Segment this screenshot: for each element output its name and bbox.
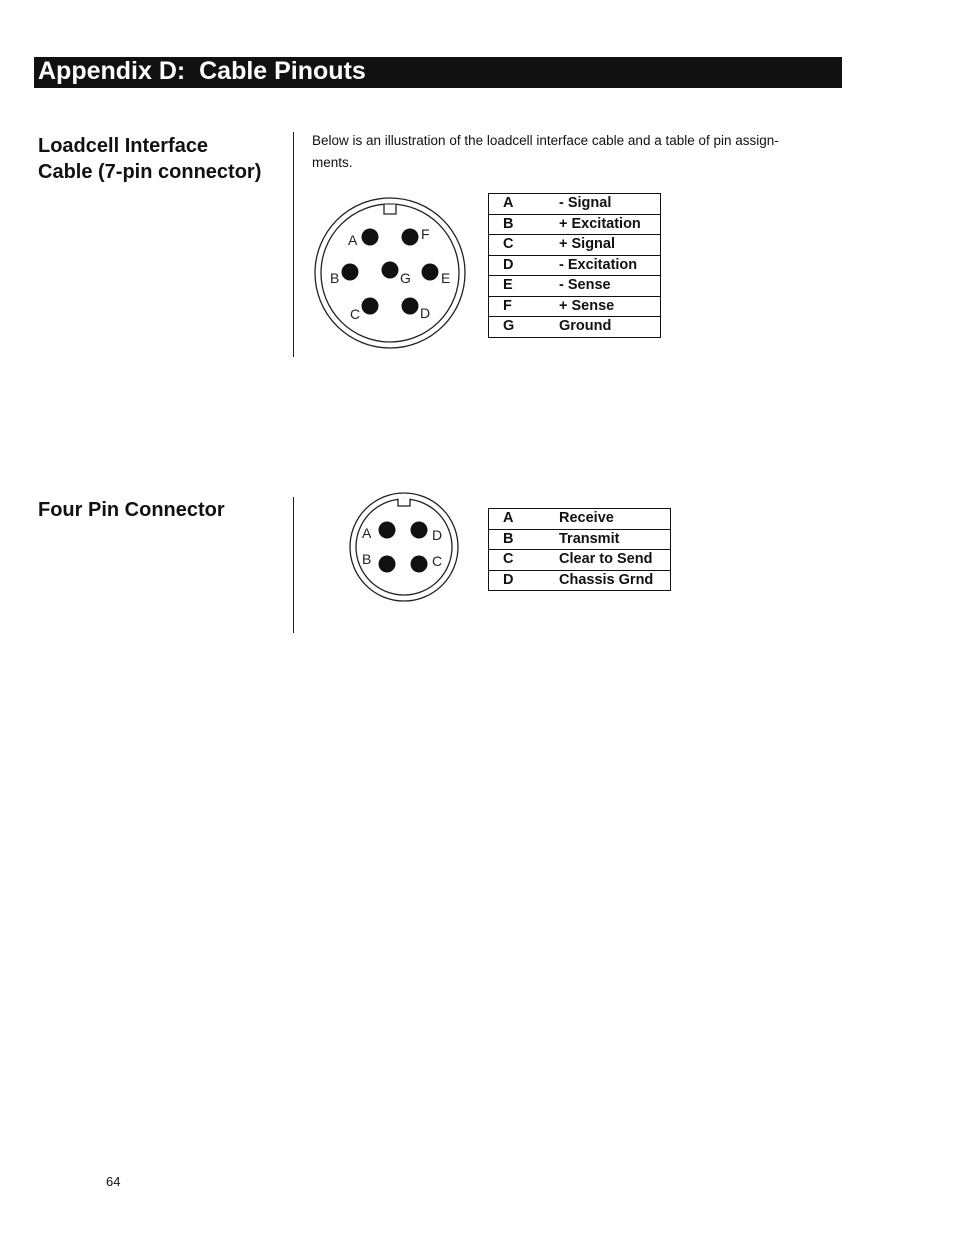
- pin-c-dot: [411, 556, 428, 573]
- pin-d-label: D: [432, 527, 443, 543]
- keyway-notch: [398, 499, 410, 507]
- pin-letter-cell: E: [489, 276, 560, 297]
- pin-letter-cell: D: [489, 570, 560, 591]
- pin-row: [489, 317, 661, 338]
- pin-letter-cell: B: [489, 529, 560, 550]
- pin-d-dot: [411, 522, 428, 539]
- four-pin-connector-diagram: [347, 490, 461, 604]
- pin-signal-cell: + Sense: [559, 296, 661, 317]
- pin-signal-cell: Transmit: [559, 529, 671, 550]
- pin-letter-cell: A: [489, 509, 560, 530]
- page-number: 64: [106, 1174, 121, 1189]
- pin-signal-cell: + Excitation: [559, 214, 661, 235]
- inner-ring: [356, 499, 452, 595]
- pin-b-dot: [342, 264, 359, 281]
- outer-ring: [350, 493, 458, 601]
- pin-a-label: A: [348, 232, 358, 248]
- pin-g-label: G: [400, 270, 411, 286]
- pin-letter-cell: C: [489, 235, 560, 256]
- section-divider-line: [293, 497, 294, 633]
- pin-row: [489, 235, 661, 256]
- pin-a-dot: [362, 229, 379, 246]
- seven-pin-connector-diagram: [312, 195, 468, 351]
- pin-f-dot: [402, 229, 419, 246]
- loadcell-pin-table: [488, 193, 661, 338]
- loadcell-intro-line1: Below is an illustration of the loadcell interface cable and a table of pin assign-: [312, 133, 779, 148]
- pin-signal-cell: - Sense: [559, 276, 661, 297]
- pin-signal-cell: - Signal: [559, 194, 661, 215]
- pin-a-label: A: [362, 525, 372, 541]
- section-divider-line: [293, 132, 294, 357]
- pin-row: [489, 214, 661, 235]
- pin-e-label: E: [441, 270, 451, 286]
- pin-row: [489, 255, 661, 276]
- pin-signal-cell: Chassis Grnd: [559, 570, 671, 591]
- pin-signal-cell: Ground: [559, 317, 661, 338]
- loadcell-title-line2: Cable (7-pin connector): [38, 161, 262, 183]
- loadcell-title-line1: Loadcell Interface: [38, 135, 209, 157]
- pin-row: [489, 570, 671, 591]
- pin-d-label: D: [420, 305, 431, 321]
- pin-letter-cell: D: [489, 255, 560, 276]
- pin-d-dot: [402, 298, 419, 315]
- pin-letter-cell: C: [489, 550, 560, 571]
- pin-b-dot: [379, 556, 396, 573]
- keyway-notch: [384, 205, 396, 215]
- pin-row: [489, 529, 671, 550]
- pin-row: [489, 509, 671, 530]
- pin-c-label: C: [350, 306, 361, 322]
- pin-c-dot: [362, 298, 379, 315]
- loadcell-section-title: [38, 133, 261, 185]
- pin-row: [489, 296, 661, 317]
- pin-signal-cell: - Excitation: [559, 255, 661, 276]
- pin-g-dot: [382, 262, 399, 279]
- pin-letter-cell: B: [489, 214, 560, 235]
- pin-e-dot: [422, 264, 439, 281]
- pin-c-label: C: [432, 553, 443, 569]
- pin-letter-cell: A: [489, 194, 560, 215]
- pin-row: [489, 276, 661, 297]
- pin-b-label: B: [330, 270, 340, 286]
- pin-f-label: F: [421, 226, 430, 242]
- pin-signal-cell: + Signal: [559, 235, 661, 256]
- loadcell-intro-text: [312, 130, 822, 174]
- pin-row: [489, 550, 671, 571]
- pin-letter-cell: G: [489, 317, 560, 338]
- pin-signal-cell: Receive: [559, 509, 671, 530]
- fourpin-pin-table: [488, 508, 671, 591]
- pin-row: [489, 194, 661, 215]
- pin-b-label: B: [362, 551, 372, 567]
- pin-signal-cell: Clear to Send: [559, 550, 671, 571]
- appendix-header-bar: [34, 57, 842, 88]
- fourpin-section-title: Four Pin Connector: [38, 499, 225, 521]
- pin-letter-cell: F: [489, 296, 560, 317]
- pin-a-dot: [379, 522, 396, 539]
- loadcell-intro-line2: ments.: [312, 155, 353, 170]
- appendix-title: Appendix D: Cable Pinouts: [38, 57, 366, 85]
